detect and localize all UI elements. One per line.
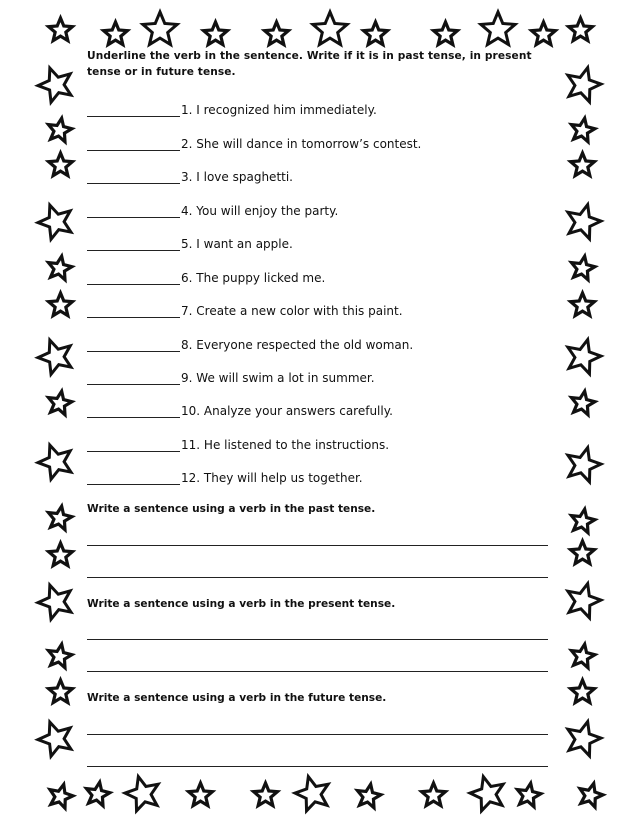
prompt-future-tense: Write a sentence using a verb in the future tense. — [87, 692, 387, 704]
star-outline-icon — [45, 781, 76, 812]
star-outline-icon — [360, 19, 391, 50]
star-outline-icon — [562, 444, 604, 486]
star-outline-icon — [567, 115, 598, 146]
star-outline-icon — [567, 641, 598, 672]
star-outline-icon — [45, 290, 76, 321]
item-sentence: He listened to the instructions. — [203, 438, 390, 452]
star-outline-icon — [139, 9, 181, 51]
star-outline-icon — [82, 779, 113, 810]
prompt-present-tense: Write a sentence using a verb in the present tense. — [87, 598, 396, 610]
item-number: 6. — [181, 271, 193, 285]
exercise-item-10 — [87, 400, 393, 418]
writing-line-future-1[interactable] — [87, 734, 548, 735]
star-outline-icon — [185, 780, 216, 811]
star-outline-icon — [44, 388, 75, 419]
star-outline-icon — [567, 677, 598, 708]
item-number: 2. — [181, 137, 193, 151]
writing-line-past-2[interactable] — [87, 577, 548, 578]
star-outline-icon — [562, 718, 604, 760]
exercise-item-5 — [87, 233, 293, 251]
instructions-text: Underline the verb in the sentence. Write if it is in past tense, in present tense or in future tense. — [87, 50, 532, 78]
star-outline-icon — [100, 19, 131, 50]
item-sentence: You will enjoy the party. — [196, 204, 339, 218]
star-outline-icon — [44, 253, 75, 284]
item-sentence: I recognized him immediately. — [196, 103, 377, 117]
answer-blank[interactable] — [87, 337, 180, 352]
item-sentence: Everyone respected the old woman. — [196, 338, 414, 352]
star-outline-icon — [44, 503, 75, 534]
exercise-item-4 — [87, 200, 338, 218]
writing-line-present-1[interactable] — [87, 639, 548, 640]
star-outline-icon — [44, 115, 75, 146]
exercise-item-7 — [87, 300, 403, 318]
star-outline-icon — [45, 150, 76, 181]
star-outline-icon — [565, 15, 596, 46]
star-outline-icon — [44, 641, 75, 672]
answer-blank[interactable] — [87, 470, 180, 485]
item-number: 4. — [181, 204, 193, 218]
star-outline-icon — [35, 201, 77, 243]
writing-line-present-2[interactable] — [87, 671, 548, 672]
star-outline-icon — [467, 773, 509, 815]
item-number: 3. — [181, 170, 193, 184]
item-sentence: They will help us together. — [203, 471, 363, 485]
answer-blank[interactable] — [87, 102, 180, 117]
star-outline-icon — [513, 780, 544, 811]
exercise-item-3 — [87, 166, 293, 184]
star-outline-icon — [35, 441, 77, 483]
writing-line-future-2[interactable] — [87, 766, 548, 767]
answer-blank[interactable] — [87, 303, 180, 318]
item-sentence: Analyze your answers carefully. — [203, 404, 393, 418]
star-outline-icon — [528, 19, 559, 50]
exercise-item-6 — [87, 267, 325, 285]
answer-blank[interactable] — [87, 136, 180, 151]
star-outline-icon — [35, 64, 77, 106]
item-number: 1. — [181, 103, 193, 117]
exercise-item-9 — [87, 367, 375, 385]
answer-blank[interactable] — [87, 236, 180, 251]
item-number: 12. — [181, 471, 201, 485]
item-number: 7. — [181, 304, 193, 318]
answer-blank[interactable] — [87, 203, 180, 218]
exercise-item-2 — [87, 133, 421, 151]
answer-blank[interactable] — [87, 437, 180, 452]
item-number: 10. — [181, 404, 201, 418]
star-outline-icon — [562, 580, 604, 622]
star-outline-icon — [45, 677, 76, 708]
item-sentence: I want an apple. — [196, 237, 293, 251]
item-sentence: We will swim a lot in summer. — [196, 371, 375, 385]
star-outline-icon — [567, 290, 598, 321]
answer-blank[interactable] — [87, 370, 180, 385]
star-outline-icon — [562, 64, 604, 106]
item-number: 11. — [181, 438, 201, 452]
item-sentence: Create a new color with this paint. — [196, 304, 403, 318]
star-outline-icon — [35, 336, 77, 378]
star-outline-icon — [567, 150, 598, 181]
item-number: 8. — [181, 338, 193, 352]
exercise-item-8 — [87, 334, 413, 352]
star-outline-icon — [45, 15, 76, 46]
star-outline-icon — [200, 19, 231, 50]
item-sentence: The puppy licked me. — [196, 271, 326, 285]
exercise-item-1 — [87, 99, 377, 117]
star-outline-icon — [567, 538, 598, 569]
exercise-item-12 — [87, 467, 363, 485]
star-outline-icon — [575, 780, 606, 811]
star-outline-icon — [430, 19, 461, 50]
star-outline-icon — [562, 336, 604, 378]
prompt-past-tense: Write a sentence using a verb in the past tense. — [87, 503, 376, 515]
star-outline-icon — [35, 581, 77, 623]
writing-line-past-1[interactable] — [87, 545, 548, 546]
star-outline-icon — [353, 781, 384, 812]
star-outline-icon — [567, 388, 598, 419]
answer-blank[interactable] — [87, 270, 180, 285]
star-outline-icon — [418, 780, 449, 811]
item-sentence: I love spaghetti. — [196, 170, 293, 184]
exercise-item-11 — [87, 434, 389, 452]
star-outline-icon — [562, 201, 604, 243]
star-outline-icon — [261, 19, 292, 50]
star-outline-icon — [122, 773, 164, 815]
star-outline-icon — [35, 718, 77, 760]
star-outline-icon — [477, 9, 519, 51]
item-number: 5. — [181, 237, 193, 251]
item-number: 9. — [181, 371, 193, 385]
star-outline-icon — [567, 506, 598, 537]
star-outline-icon — [567, 253, 598, 284]
star-outline-icon — [309, 9, 351, 51]
answer-blank[interactable] — [87, 169, 180, 184]
star-outline-icon — [292, 773, 334, 815]
star-outline-icon — [250, 780, 281, 811]
answer-blank[interactable] — [87, 403, 180, 418]
star-outline-icon — [45, 540, 76, 571]
item-sentence: She will dance in tomorrow’s contest. — [196, 137, 422, 151]
